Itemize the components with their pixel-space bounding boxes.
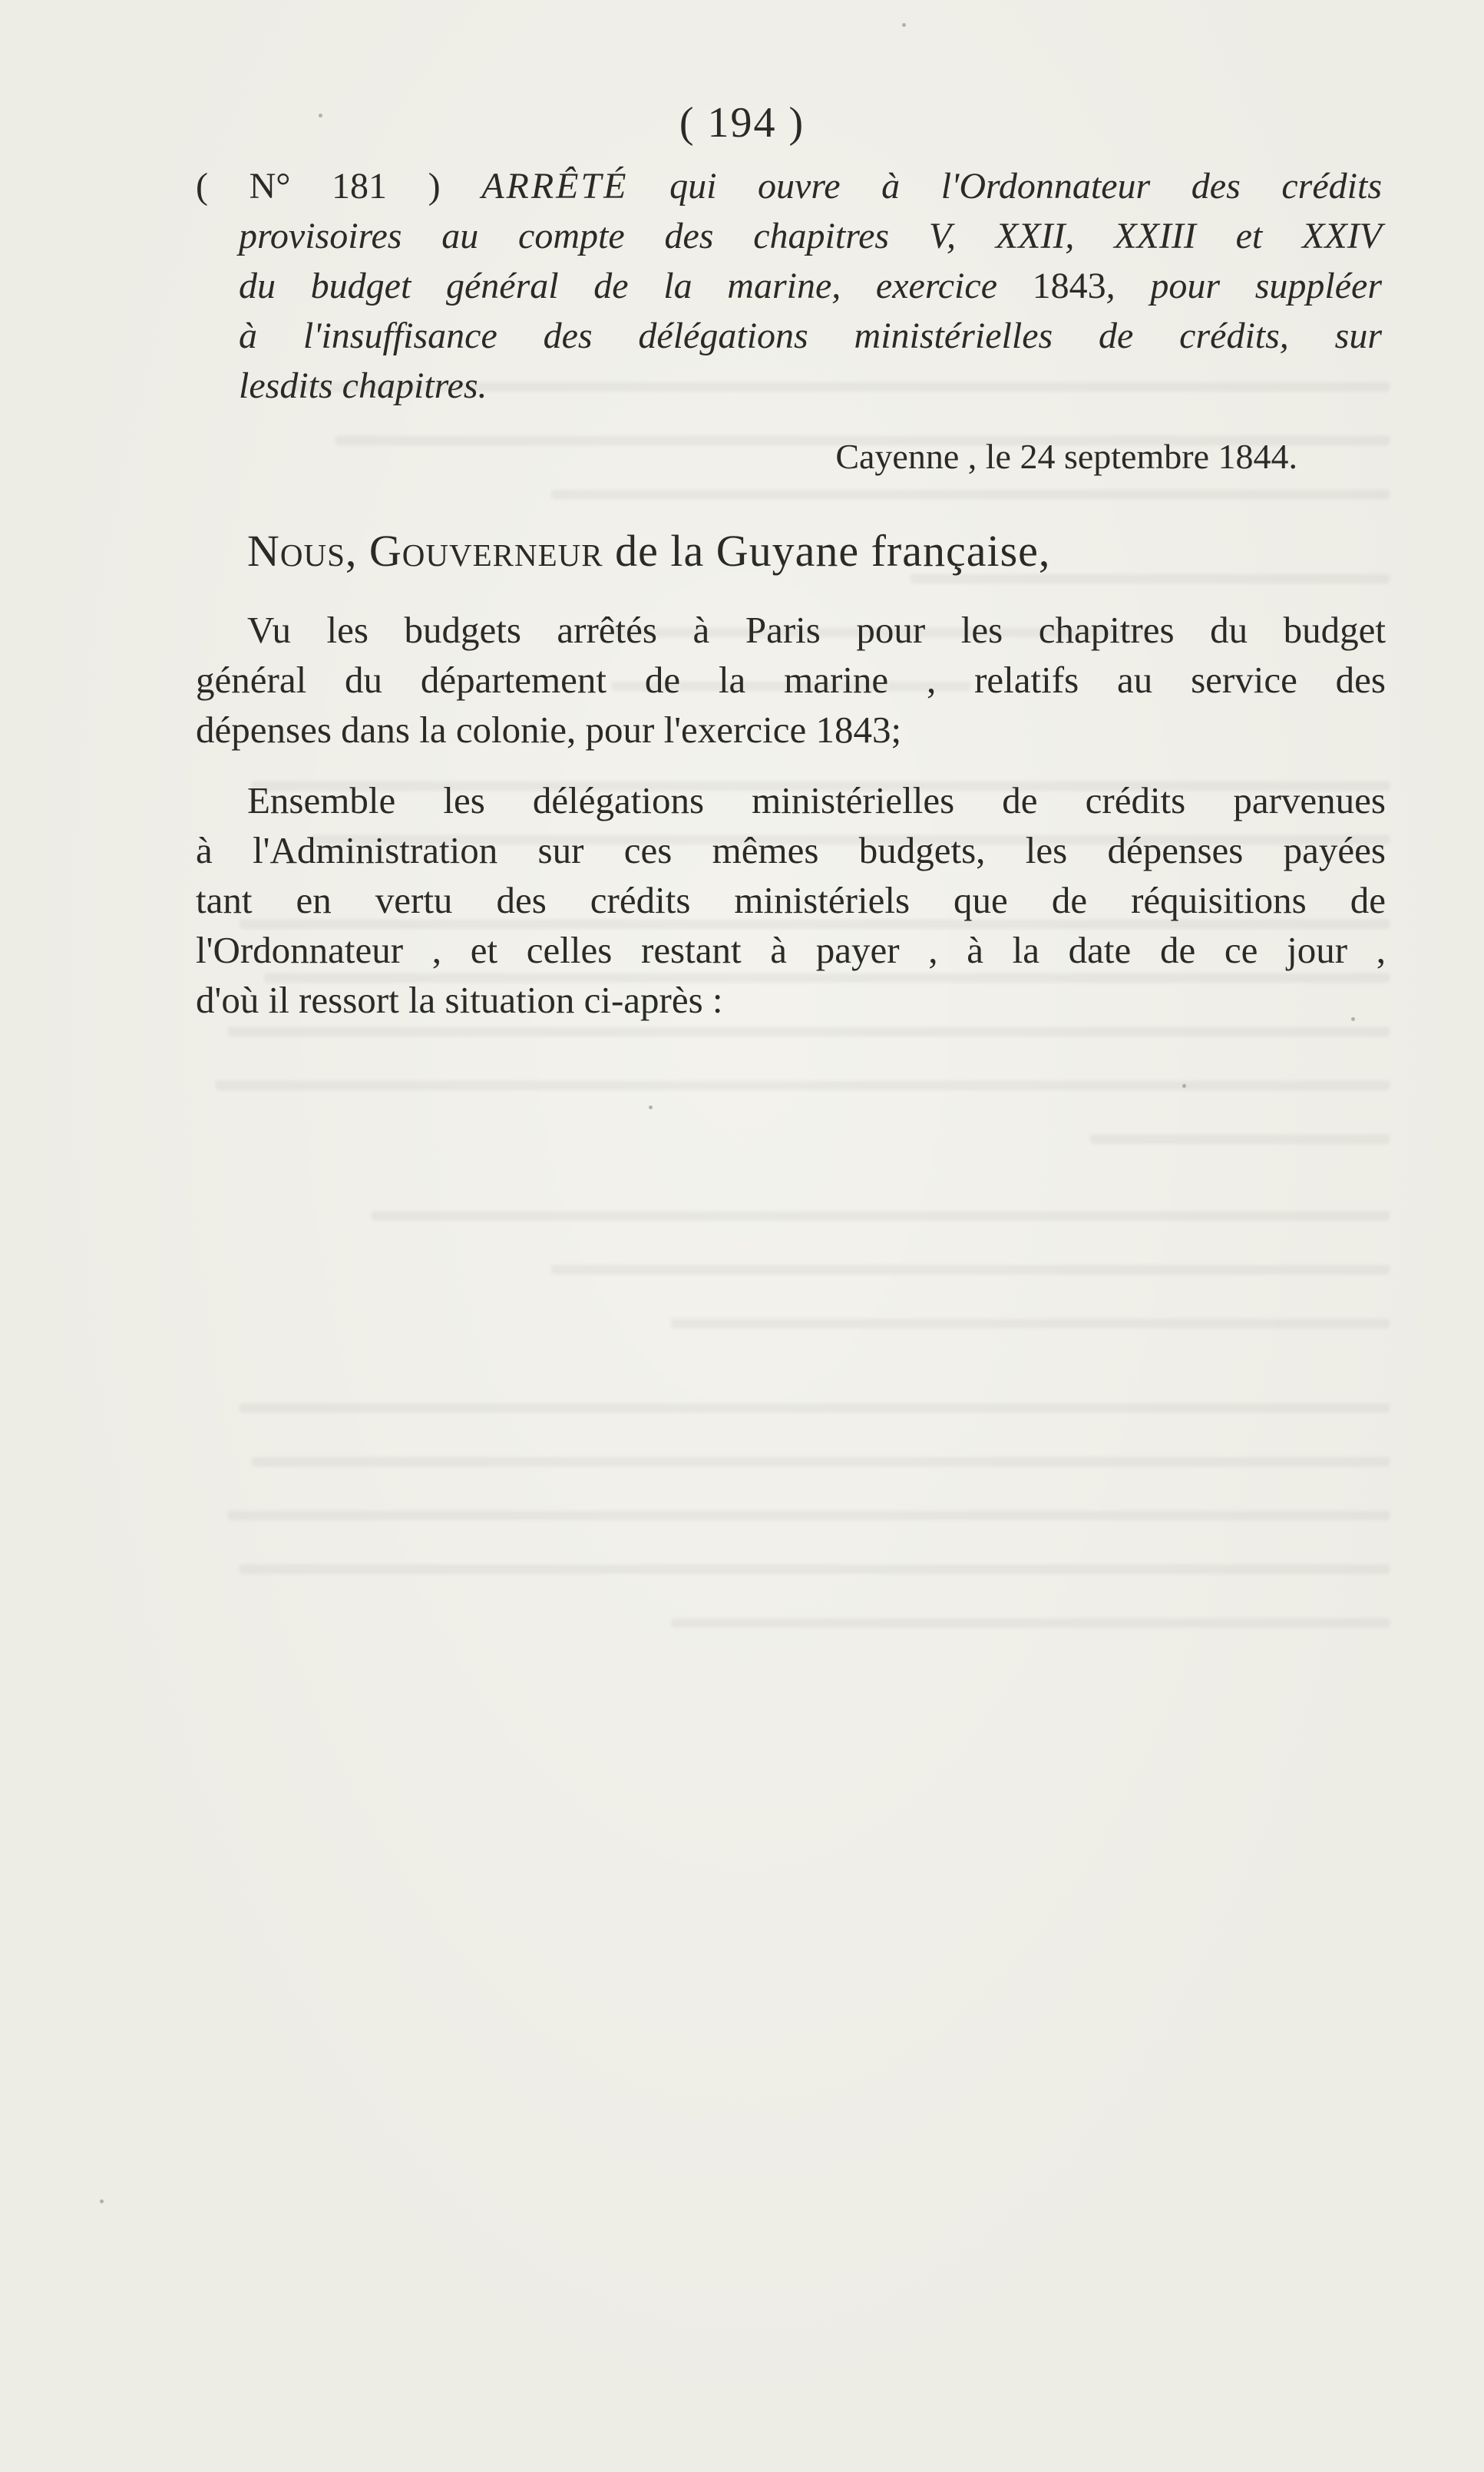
bleed-line [228,1466,1390,1520]
decree-title-fragment: lesdits chapitres. [239,365,488,406]
paper-speck [902,23,906,27]
decree-title-fragment: ( N° 181 ) [196,166,482,207]
paragraph-line: général du département de la marine , relatifs au service des [196,659,1386,701]
paper-speck [649,1105,653,1109]
bleed-line [671,1274,1390,1328]
decree-title-line [196,261,1382,311]
paragraph-line: tant en vertu des crédits ministériels que de réquisitions de [196,879,1386,921]
paragraph-line: d'où il ressort la situation ci-après : [196,979,723,1021]
decree-title-fragment: à l'insuffisance des délégations ministérielles de crédits, sur [239,316,1382,356]
bleed-line [551,1221,1390,1274]
bleed-line [671,1574,1390,1628]
paragraph-line: à l'Administration sur ces mêmes budgets, les dépenses payées [196,829,1386,871]
paragraph-line: Ensemble les délégations ministérielles de crédits parvenues [247,779,1386,821]
heading-nous-gouverneur: Nous, Gouverneur [247,526,603,576]
paragraph-budgets [196,605,1386,755]
paragraph-line: Vu les budgets arrêtés à Paris pour les chapitres du budget [247,609,1386,651]
decree-title-fragment: du budget général de la marine, exercice [239,266,1033,306]
governor-heading [247,525,1050,577]
paper-speck [1351,1017,1355,1021]
bleed-line [240,1520,1390,1574]
paragraph-line: dépenses dans la colonie, pour l'exercice 1843; [196,709,902,751]
decree-title-fragment: ARRÊTÉ [481,166,629,207]
decree-title-fragment: , pour suppléer [1106,266,1383,306]
bleed-line [216,1036,1390,1090]
place-date: Cayenne , le 24 septembre 1844. [835,437,1297,476]
decree-title-fragment: provisoires au compte des chapitres V, XXII, XXIII et XXIV [239,216,1382,256]
decree-title-line [196,311,1382,361]
decree-title-fragment: qui ouvre à l'Ordonnateur des crédits [628,166,1383,207]
decree-title-line [196,211,1382,261]
paper-speck [319,114,322,117]
bleed-line [1090,1090,1390,1144]
decree-title-line [196,361,1382,411]
decree-title-line [196,161,1382,211]
page-number: ( 194 ) [679,99,805,147]
paragraph-delegations [196,775,1386,1025]
paper-speck [1182,1084,1186,1088]
paragraph-line: l'Ordonnateur , et celles restant à payer , à la date de ce jour , [196,929,1386,971]
bleed-line [252,1413,1390,1466]
paper-speck [100,2199,104,2203]
decree-title-block [196,161,1382,411]
decree-title-fragment: 1843 [1032,266,1106,306]
heading-guyane: de la Guyane française, [603,526,1051,576]
bleed-line [240,1359,1390,1413]
bleed-line [372,1167,1390,1221]
